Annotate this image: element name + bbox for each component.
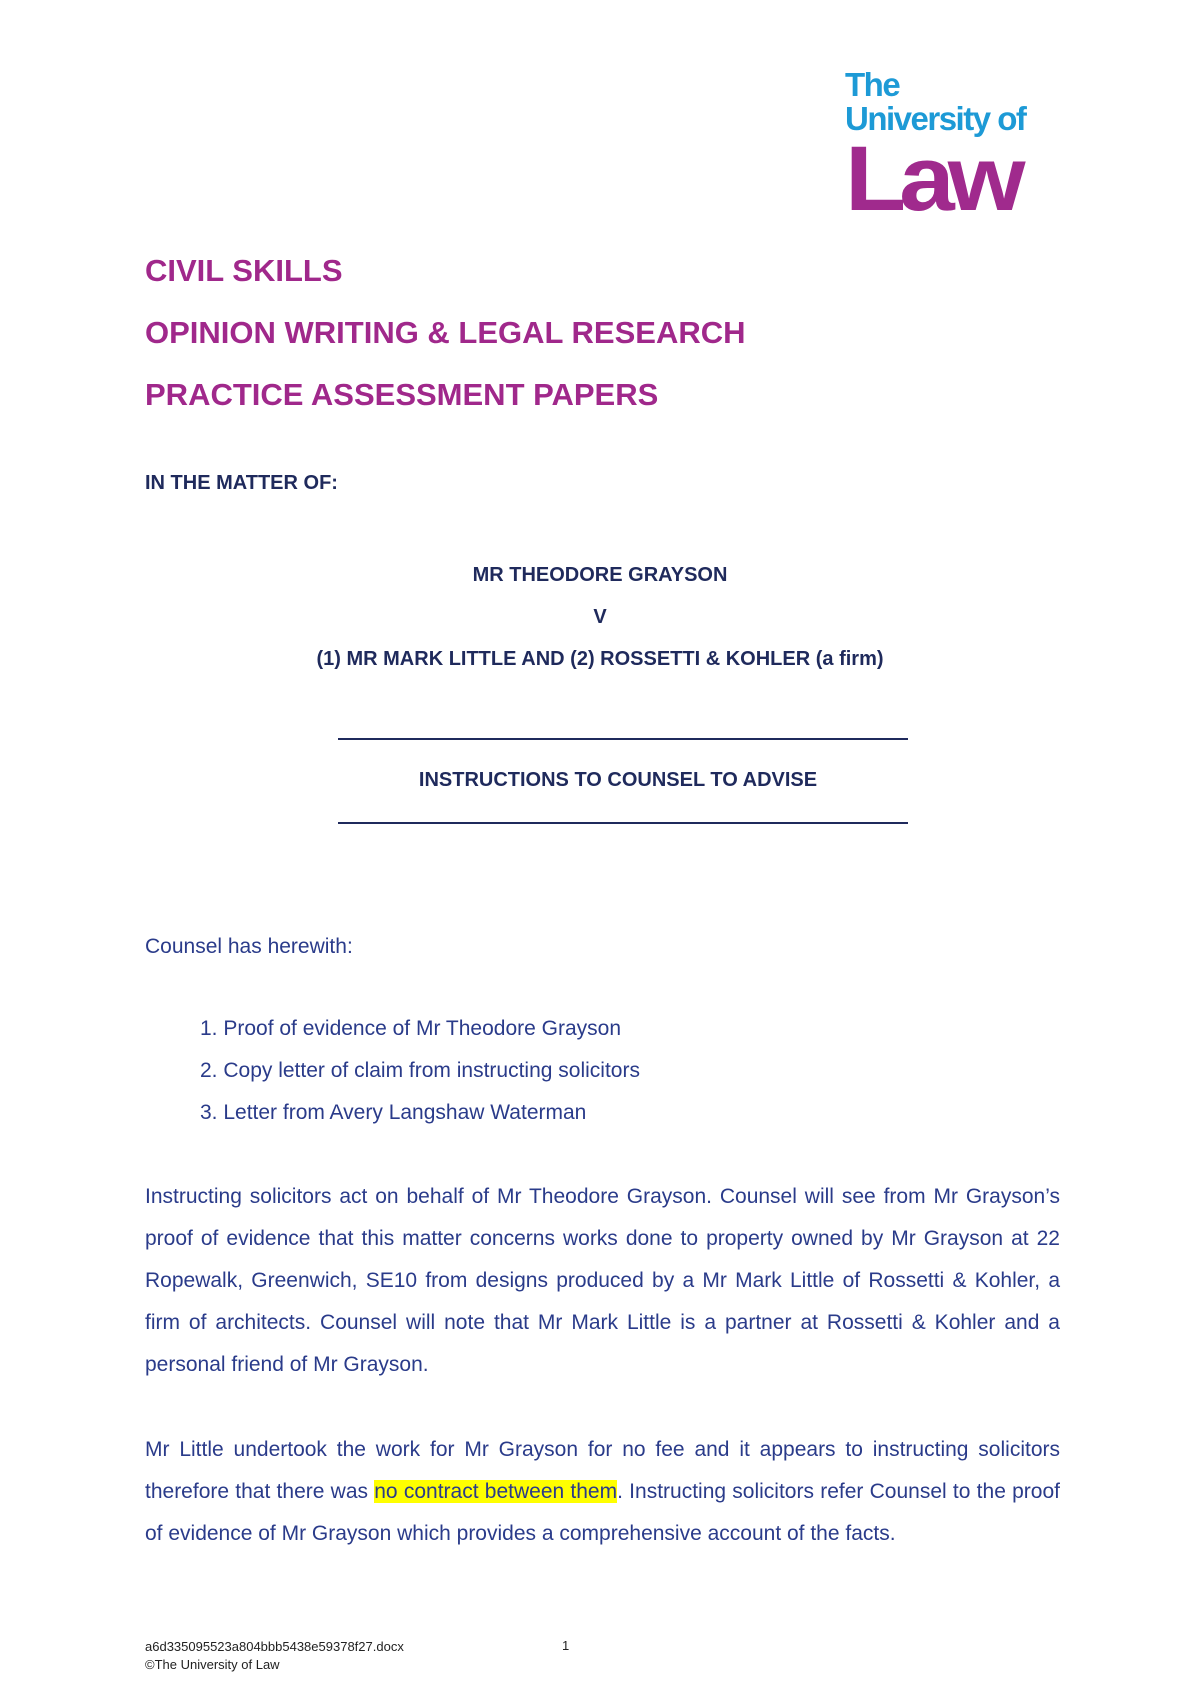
divider-bottom (338, 822, 908, 824)
title-line-2: OPINION WRITING & LEGAL RESEARCH (145, 315, 746, 350)
case-parties (145, 554, 1055, 680)
logo-text-the: The (845, 66, 900, 103)
paragraph-2-end: . Instructing solicitors refer Counsel to the proof of evidence of Mr Grayson which provides a comprehensive account of the facts. (145, 1480, 1060, 1545)
list-item: 1. Proof of evidence of Mr Theodore Grayson (200, 1017, 622, 1040)
matter-label: IN THE MATTER OF: (145, 472, 338, 494)
list-item: 3. Letter from Avery Langshaw Waterman (200, 1101, 587, 1124)
logo-text-university-of: University of (845, 100, 1026, 137)
paragraph-2 (145, 1429, 1060, 1555)
university-of-law-logo (845, 66, 1035, 231)
defendants-names: (1) MR MARK LITTLE AND (2) ROSSETTI & KOHLER (a firm) (316, 648, 884, 670)
logo-text-law: Law (845, 127, 1019, 231)
intro-text: Counsel has herewith: (145, 935, 353, 958)
versus-label: V (593, 606, 607, 628)
page-number: 1 (562, 1638, 570, 1653)
paragraph-2-start: Mr Little undertook the work for Mr Grayson for no fee and it appears to instructing solicitors therefore that there was (145, 1438, 1060, 1503)
title-line-1: CIVIL SKILLS (145, 253, 343, 288)
divider-top (338, 738, 908, 740)
footer-copyright: ©The University of Law (145, 1657, 280, 1672)
paragraph-1: Instructing solicitors act on behalf of Mr Theodore Grayson. Counsel will see from Mr Grayson’s proof of evidence that this matter concerns works done to property owned by Mr Grayson at 22 Ropewalk, Greenwich, SE10 from designs produced by a Mr Mark Little of Rossetti & Kohler, a firm of architects. Counsel will note that Mr Mark Little is a partner at Rossetti & Kohler and a personal friend of Mr Grayson. (145, 1185, 1060, 1376)
document-title (145, 240, 746, 426)
enclosures-list (200, 1008, 640, 1134)
list-item: 2. Copy letter of claim from instructing solicitors (200, 1059, 640, 1082)
highlighted-text: no contract between them (374, 1480, 618, 1503)
instructions-heading: INSTRUCTIONS TO COUNSEL TO ADVISE (418, 769, 818, 791)
footer (145, 1638, 404, 1674)
claimant-name: MR THEODORE GRAYSON (472, 564, 728, 586)
title-line-3: PRACTICE ASSESSMENT PAPERS (145, 377, 659, 412)
footer-filename: a6d335095523a804bbb5438e59378f27.docx (145, 1639, 404, 1654)
